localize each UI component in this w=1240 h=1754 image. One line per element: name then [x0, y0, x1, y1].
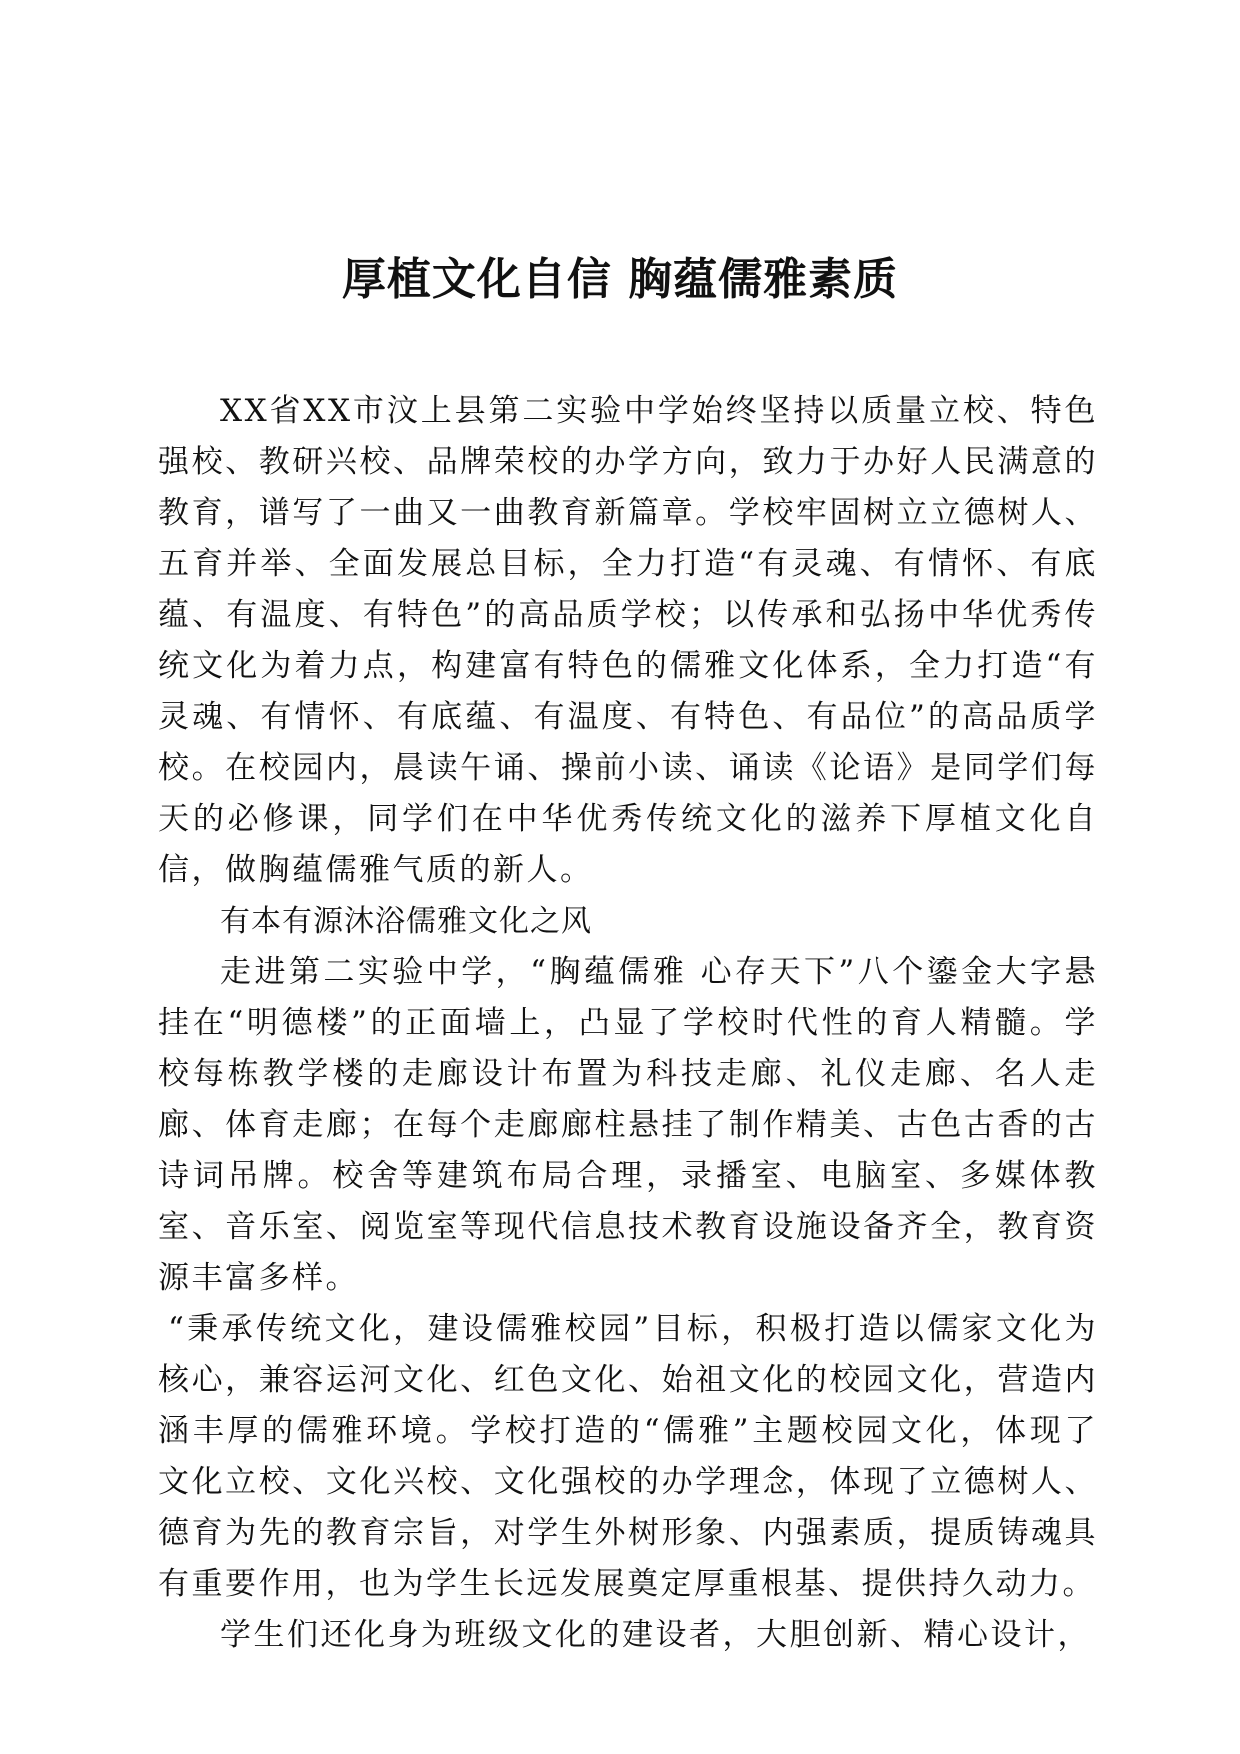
paragraph-campus: 走进第二实验中学，“胸蕴儒雅 心存天下”八个鎏金大字悬挂在“明德楼”的正面墙上，凸显了学校时代性的育人精髓。学校每栋教学楼的走廊设计布置为科技走廊、礼仪走廊、名人走廊、体育走廊；在每个走廊廊柱悬挂了制作精美、古色古香的古诗词吊牌。校舍等建筑布局合理，录播室、电脑室、多媒体教室、音乐室、阅览室等现代信息技术教育设施设备齐全，教育资源丰富多样。	[158, 954, 1098, 1296]
document-title: 厚植文化自信 胸蕴儒雅素质	[341, 254, 899, 305]
document-body	[158, 386, 1098, 1661]
paragraph-culture: “秉承传统文化，建设儒雅校园”目标，积极打造以儒家文化为核心，兼容运河文化、红色文化、始祖文化的校园文化，营造内涵丰厚的儒雅环境。学校打造的“儒雅”主题校园文化，体现了文化立校、文化兴校、文化强校的办学理念，体现了立德树人、德育为先的教育宗旨，对学生外树形象、内强素质，提质铸魂具有重要作用，也为学生长远发展奠定厚重根基、提供持久动力。	[158, 1311, 1098, 1602]
paragraph-intro: XX省XX市汶上县第二实验中学始终坚持以质量立校、特色强校、教研兴校、品牌荣校的办学方向，致力于办好人民满意的教育，谱写了一曲又一曲教育新篇章。学校牢固树立立德树人、五育并举、全面发展总目标，全力打造“有灵魂、有情怀、有底蕴、有温度、有特色”的高品质学校；以传承和弘扬中华优秀传统文化为着力点，构建富有特色的儒雅文化体系，全力打造“有灵魂、有情怀、有底蕴、有温度、有特色、有品位”的高品质学校。在校园内，晨读午诵、操前小读、诵读《论语》是同学们每天的必修课，同学们在中华优秀传统文化的滋养下厚植文化自信，做胸蕴儒雅气质的新人。	[158, 393, 1098, 888]
paragraph-students: 学生们还化身为班级文化的建设者，大胆创新、精心设计，	[220, 1617, 1091, 1653]
section-subheading: 有本有源沐浴儒雅文化之风	[220, 904, 592, 939]
